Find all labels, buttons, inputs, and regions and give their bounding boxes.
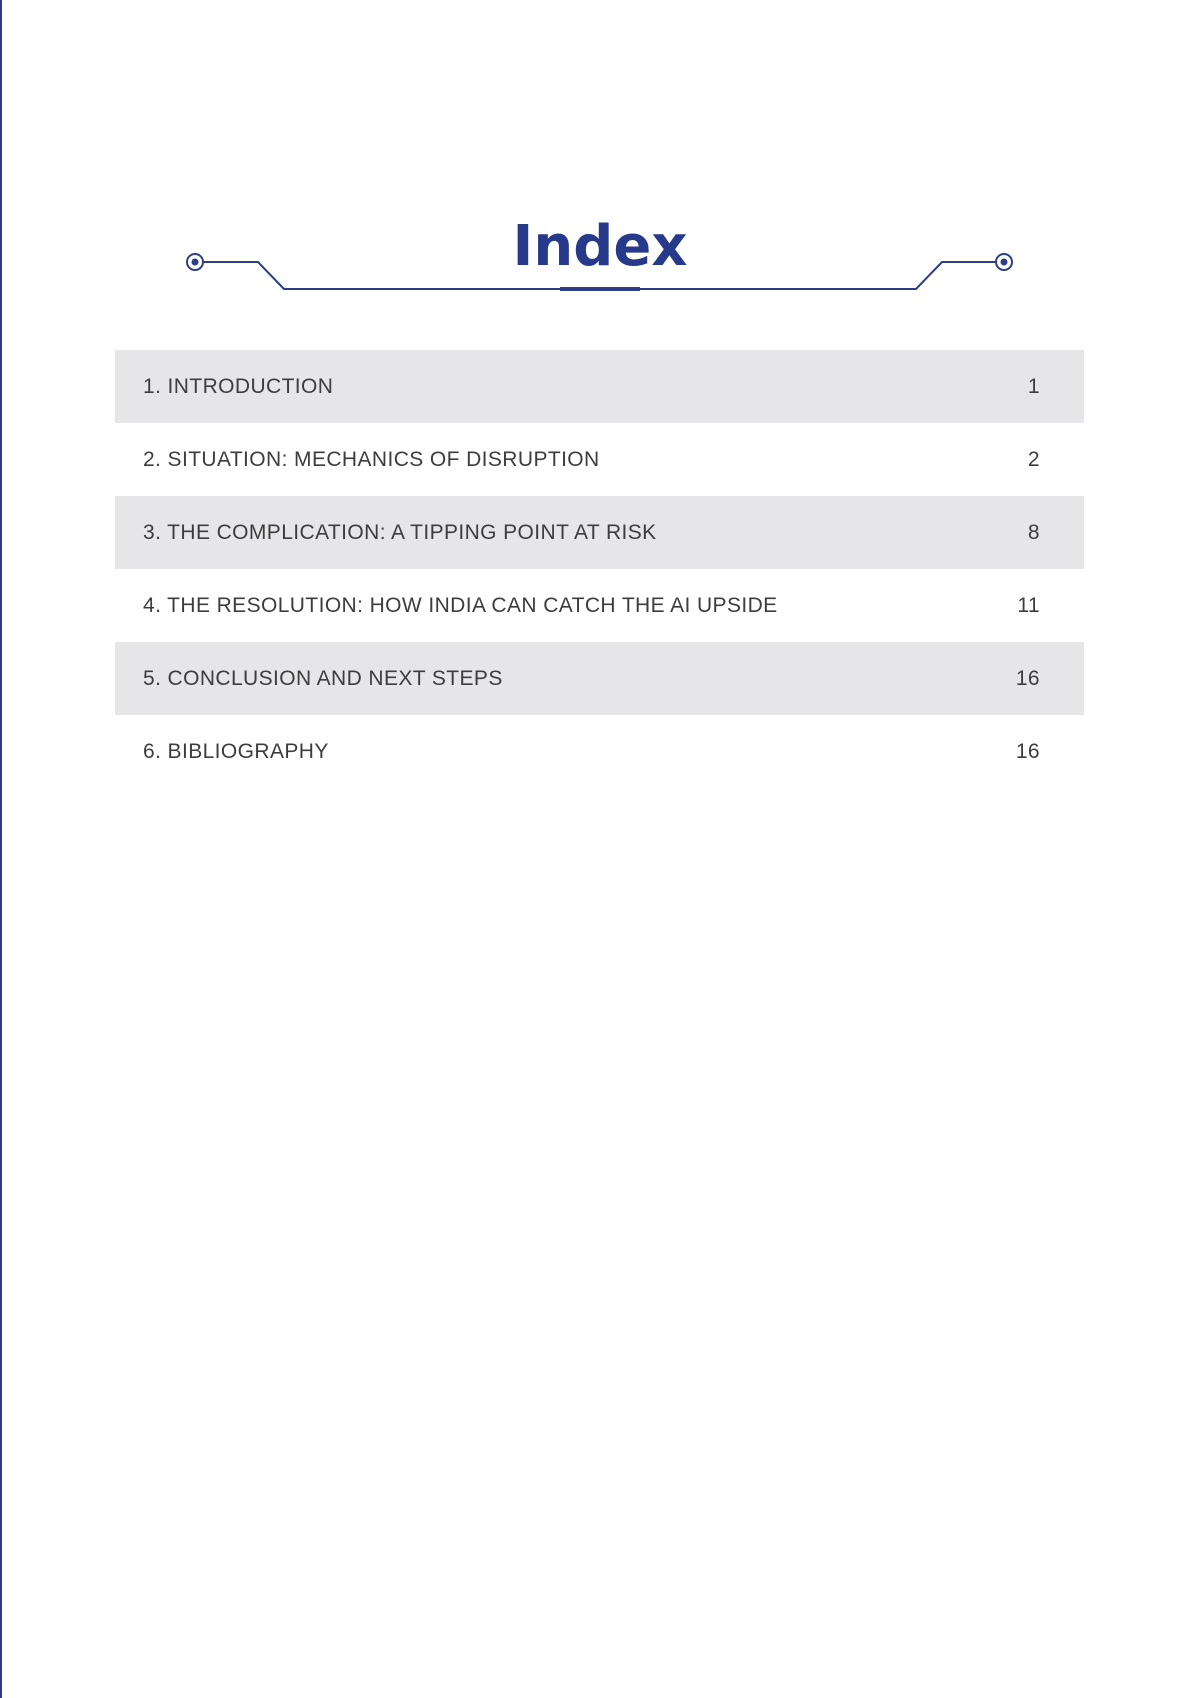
toc-entry-label: 3. THE COMPLICATION: A TIPPING POINT AT RISK <box>143 520 657 544</box>
toc-entry-label: 5. CONCLUSION AND NEXT STEPS <box>143 666 503 690</box>
toc-page-number: 8 <box>1027 520 1040 544</box>
toc-entry-label: 4. THE RESOLUTION: HOW INDIA CAN CATCH THE AI UPSIDE <box>143 593 778 617</box>
toc-page-number: 16 <box>1015 739 1040 763</box>
toc-page-number: 16 <box>1015 666 1040 690</box>
toc-row-introduction[interactable] <box>115 350 1084 423</box>
toc-page-number: 1 <box>1027 374 1040 398</box>
toc-row-complication[interactable] <box>115 496 1084 569</box>
toc-row-bibliography[interactable] <box>115 715 1084 788</box>
toc-entry-label: 6. BIBLIOGRAPHY <box>143 739 329 763</box>
toc-row-conclusion[interactable] <box>115 642 1084 715</box>
toc-entry-label: 1. INTRODUCTION <box>143 374 334 398</box>
page-title: Index <box>512 214 688 279</box>
table-of-contents <box>115 350 1084 788</box>
toc-entry-label: 2. SITUATION: MECHANICS OF DISRUPTION <box>143 447 600 471</box>
toc-page-number: 2 <box>1027 447 1040 471</box>
toc-page-number: 11 <box>1017 593 1040 617</box>
toc-row-resolution[interactable] <box>115 569 1084 642</box>
toc-row-situation[interactable] <box>115 423 1084 496</box>
